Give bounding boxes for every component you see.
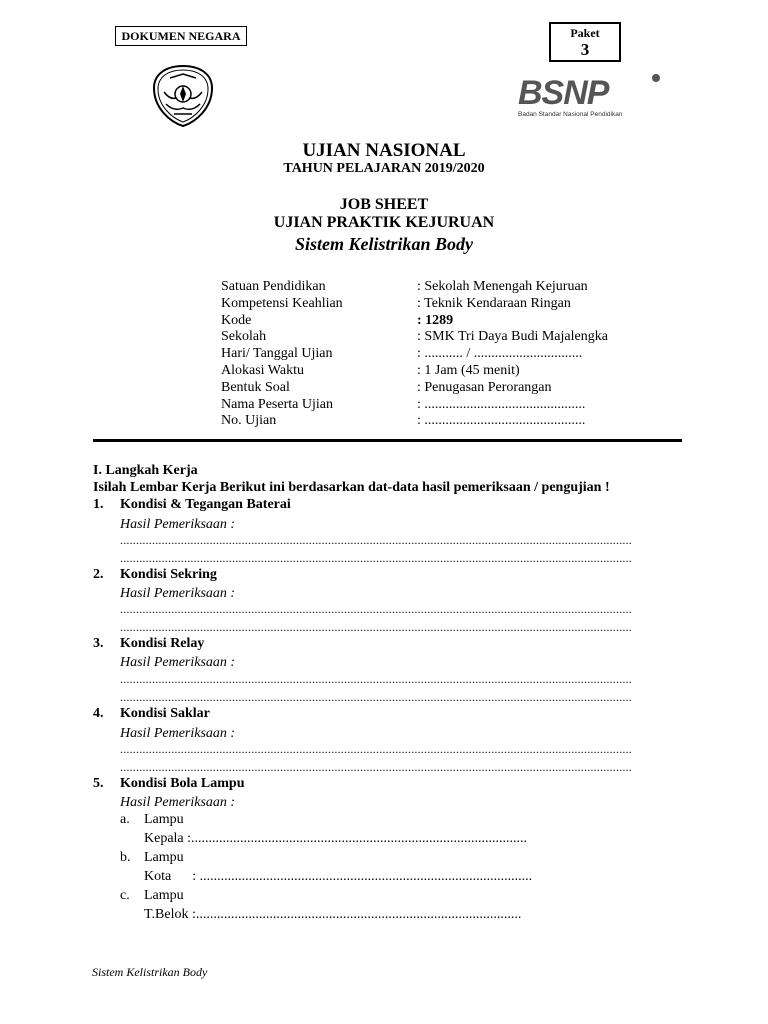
title-job-sheet: JOB SHEET — [339, 196, 429, 213]
item-title: Kondisi Sekring — [120, 567, 217, 582]
info-key: No. Ujian — [221, 413, 277, 429]
info-key: Kompetensi Keahlian — [221, 295, 343, 311]
info-key: Bentuk Soal — [221, 379, 290, 395]
info-value: : .............................................. — [417, 413, 586, 429]
answer-line[interactable]: ................................................................................................................................................................ — [120, 551, 632, 565]
item-number: 3. — [93, 636, 104, 651]
info-key: Satuan Pendidikan — [221, 279, 326, 294]
lampu-label: Lampu — [144, 812, 184, 827]
paket-label: Paket — [570, 26, 600, 40]
info-value: : 1 Jam (45 menit) — [417, 362, 520, 378]
info-key: Sekolah — [221, 329, 267, 345]
info-key: Kode — [221, 312, 252, 328]
lampu-letter: a. — [120, 812, 130, 827]
answer-line[interactable]: ................................................................................................................................................................ — [120, 760, 632, 774]
title-ujian-nasional: UJIAN NASIONAL — [302, 140, 466, 161]
answer-line[interactable]: ................................................................................................................................................................ — [120, 672, 632, 686]
bsnp-logo — [516, 72, 662, 120]
answer-line[interactable]: ................................................................................................................................................................ — [120, 602, 632, 616]
lampu-label: Lampu — [144, 888, 184, 903]
item-title: Kondisi Saklar — [120, 706, 210, 721]
lampu-kepala-line[interactable]: Kepala :................................................................................................ — [144, 831, 528, 846]
lampu-tbelok-line[interactable]: T.Belok :............................................................................................. — [144, 907, 522, 922]
hasil-label: Hasil Pemeriksaan : — [120, 726, 236, 741]
info-value: : 1289 — [417, 312, 454, 328]
hasil-label: Hasil Pemeriksaan : — [120, 795, 236, 810]
title-tahun-pelajaran: TAHUN PELAJARAN 2019/2020 — [283, 161, 485, 176]
svg-text:Badan Standar Nasional Pendidi: Badan Standar Nasional Pendidikan — [518, 111, 623, 118]
title-ujian-praktik: UJIAN PRAKTIK KEJURUAN — [273, 214, 495, 231]
item-title: Kondisi Relay — [120, 636, 205, 651]
paket-box — [549, 22, 621, 62]
item-number: 1. — [93, 497, 104, 512]
item-number: 4. — [93, 706, 104, 721]
info-value: : Teknik Kendaraan Ringan — [417, 295, 571, 311]
info-key: Hari/ Tanggal Ujian — [221, 346, 333, 362]
lampu-letter: b. — [120, 850, 131, 865]
item-number: 2. — [93, 567, 104, 582]
paket-number: 3 — [580, 40, 590, 59]
info-key: Alokasi Waktu — [221, 362, 304, 378]
dokumen-negara-label: DOKUMEN NEGARA — [115, 26, 247, 46]
lampu-label: Lampu — [144, 850, 184, 865]
hasil-label: Hasil Pemeriksaan : — [120, 586, 236, 601]
answer-line[interactable]: ................................................................................................................................................................ — [120, 742, 632, 756]
hasil-label: Hasil Pemeriksaan : — [120, 655, 236, 670]
tut-wuri-handayani-emblem — [150, 64, 216, 128]
page-footer: Sistem Kelistrikan Body — [92, 965, 208, 979]
svg-text:BSNP: BSNP — [518, 74, 609, 112]
info-key: Nama Peserta Ujian — [221, 396, 333, 412]
lampu-kota-line[interactable]: Kota : ............................................................................................... — [144, 869, 533, 884]
answer-line[interactable]: ................................................................................................................................................................ — [120, 690, 632, 704]
item-title: Kondisi & Tegangan Baterai — [120, 497, 291, 512]
answer-line[interactable]: ................................................................................................................................................................ — [120, 620, 632, 634]
lampu-letter: c. — [120, 888, 130, 903]
info-value: : .............................................. — [417, 396, 586, 412]
info-value: : Sekolah Menengah Kejuruan — [417, 279, 588, 294]
section-instruction: Isilah Lembar Kerja Berikut ini berdasarkan dat-data hasil pemeriksaan / pengujian ! — [93, 480, 610, 495]
title-subject: Sistem Kelistrikan Body — [294, 234, 474, 254]
info-value: : Penugasan Perorangan — [417, 379, 552, 395]
answer-line[interactable]: ................................................................................................................................................................ — [120, 533, 632, 547]
hasil-label: Hasil Pemeriksaan : — [120, 517, 236, 532]
item-title: Kondisi Bola Lampu — [120, 776, 245, 791]
horizontal-divider — [93, 439, 682, 442]
info-value: : SMK Tri Daya Budi Majalengka — [417, 329, 608, 345]
info-value: : ........... / ............................... — [417, 346, 583, 362]
item-number: 5. — [93, 776, 104, 791]
section-heading: I. Langkah Kerja — [93, 463, 198, 478]
